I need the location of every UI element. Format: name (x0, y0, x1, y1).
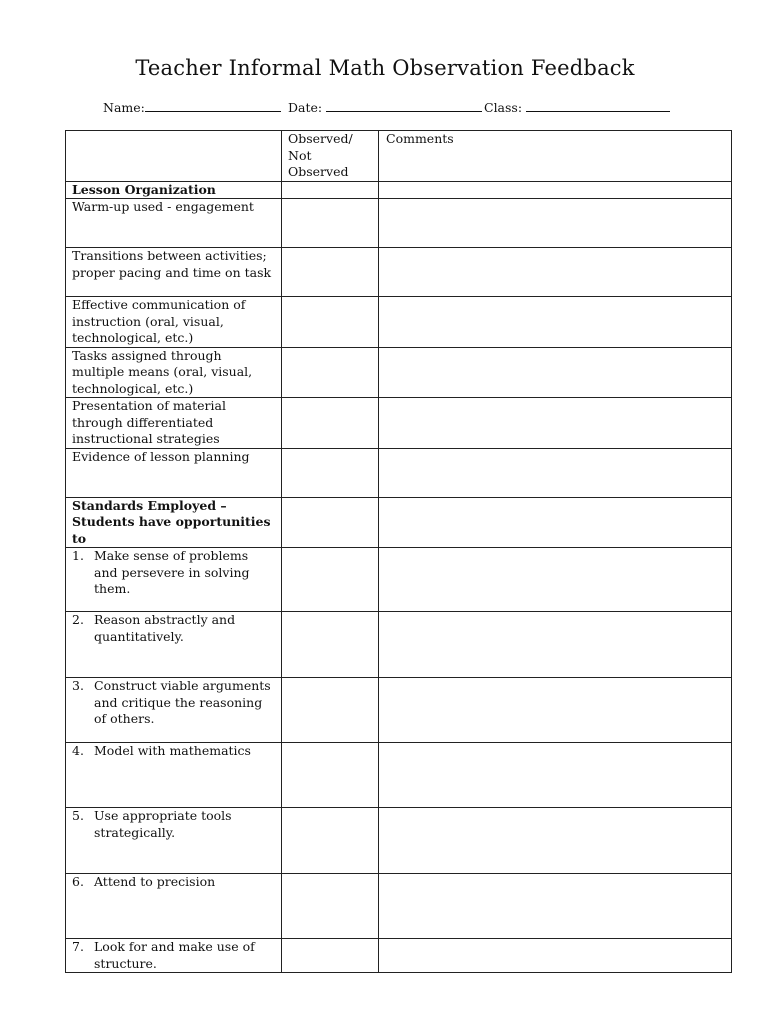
criterion-cell (66, 808, 282, 874)
table-row (66, 874, 732, 939)
table-row (66, 808, 732, 874)
observed-cell[interactable] (282, 248, 379, 297)
class-field[interactable] (484, 99, 670, 115)
comments-cell[interactable] (379, 448, 732, 497)
criterion-text: Use appropriate tools strategically. (94, 808, 232, 840)
comments-cell[interactable] (379, 398, 732, 449)
criterion-text: Make sense of problems and persevere in solving them. (94, 548, 250, 596)
table-row (66, 743, 732, 808)
document-title: Teacher Informal Math Observation Feedback (135, 56, 635, 80)
item-number: 7. (72, 939, 84, 954)
class-blank[interactable] (526, 99, 670, 112)
table-row (66, 398, 732, 449)
observed-cell[interactable] (282, 808, 379, 874)
date-blank[interactable] (326, 99, 482, 112)
item-number: 2. (72, 612, 84, 627)
comments-cell[interactable] (379, 548, 732, 612)
observed-cell[interactable] (282, 939, 379, 973)
criterion-text: Reason abstractly and quantitatively. (94, 612, 236, 644)
observed-cell[interactable] (282, 743, 379, 808)
comments-cell[interactable] (379, 248, 732, 297)
section-row-lesson-organization (66, 181, 732, 199)
criterion-cell (66, 939, 282, 973)
observation-table (65, 130, 732, 973)
name-label: Name: (103, 100, 145, 115)
criteria-header-cell (66, 131, 282, 182)
criterion-text: Presentation of material through differentiated instructional strategies (66, 398, 282, 449)
comments-cell[interactable] (379, 199, 732, 248)
name-field[interactable] (103, 99, 281, 115)
table-row (66, 678, 732, 743)
observed-header: Observed/ Not Observed (282, 131, 379, 182)
comments-cell[interactable] (379, 678, 732, 743)
observed-cell[interactable] (282, 297, 379, 348)
observed-cell[interactable] (282, 678, 379, 743)
observed-cell[interactable] (282, 497, 379, 548)
comments-cell[interactable] (379, 939, 732, 973)
header-row (66, 131, 732, 182)
criterion-text: Transitions between activities; proper pacing and time on task (66, 248, 282, 297)
comments-cell[interactable] (379, 297, 732, 348)
observed-cell[interactable] (282, 181, 379, 199)
criterion-text: Warm-up used - engagement (66, 199, 282, 248)
table-row (66, 448, 732, 497)
criterion-text: Attend to precision (94, 874, 216, 889)
comments-cell[interactable] (379, 874, 732, 939)
criterion-cell (66, 548, 282, 612)
table-row (66, 939, 732, 973)
comments-cell[interactable] (379, 612, 732, 678)
comments-cell[interactable] (379, 181, 732, 199)
criterion-text: Tasks assigned through multiple means (oral, visual, technological, etc.) (66, 347, 282, 398)
item-number: 1. (72, 548, 84, 563)
table-row (66, 347, 732, 398)
observed-cell[interactable] (282, 347, 379, 398)
section-row-standards (66, 497, 732, 548)
comments-cell[interactable] (379, 808, 732, 874)
observed-cell[interactable] (282, 874, 379, 939)
date-field[interactable] (288, 99, 482, 115)
table-row (66, 297, 732, 348)
observed-cell[interactable] (282, 448, 379, 497)
item-number: 3. (72, 678, 84, 693)
criterion-cell (66, 874, 282, 939)
comments-cell[interactable] (379, 743, 732, 808)
table-row (66, 199, 732, 248)
item-number: 4. (72, 743, 84, 758)
table-row (66, 548, 732, 612)
observed-cell[interactable] (282, 548, 379, 612)
criterion-text: Construct viable arguments and critique the reasoning of others. (94, 678, 271, 726)
date-label: Date: (288, 100, 323, 115)
criterion-text: Evidence of lesson planning (66, 448, 282, 497)
item-number: 5. (72, 808, 84, 823)
criterion-cell (66, 678, 282, 743)
criterion-text: Effective communication of instruction (oral, visual, technological, etc.) (66, 297, 282, 348)
criterion-cell (66, 612, 282, 678)
observed-cell[interactable] (282, 199, 379, 248)
table-row (66, 612, 732, 678)
comments-header: Comments (379, 131, 732, 182)
comments-cell[interactable] (379, 497, 732, 548)
criterion-cell (66, 743, 282, 808)
criterion-text: Look for and make use of structure. (94, 939, 255, 971)
section-heading: Standards Employed – Students have opportunities to (66, 497, 282, 548)
section-heading: Lesson Organization (66, 181, 282, 199)
observed-cell[interactable] (282, 398, 379, 449)
name-blank[interactable] (145, 99, 281, 112)
comments-cell[interactable] (379, 347, 732, 398)
criterion-text: Model with mathematics (94, 743, 251, 758)
class-label: Class: (484, 100, 523, 115)
observed-cell[interactable] (282, 612, 379, 678)
table-row (66, 248, 732, 297)
item-number: 6. (72, 874, 84, 889)
